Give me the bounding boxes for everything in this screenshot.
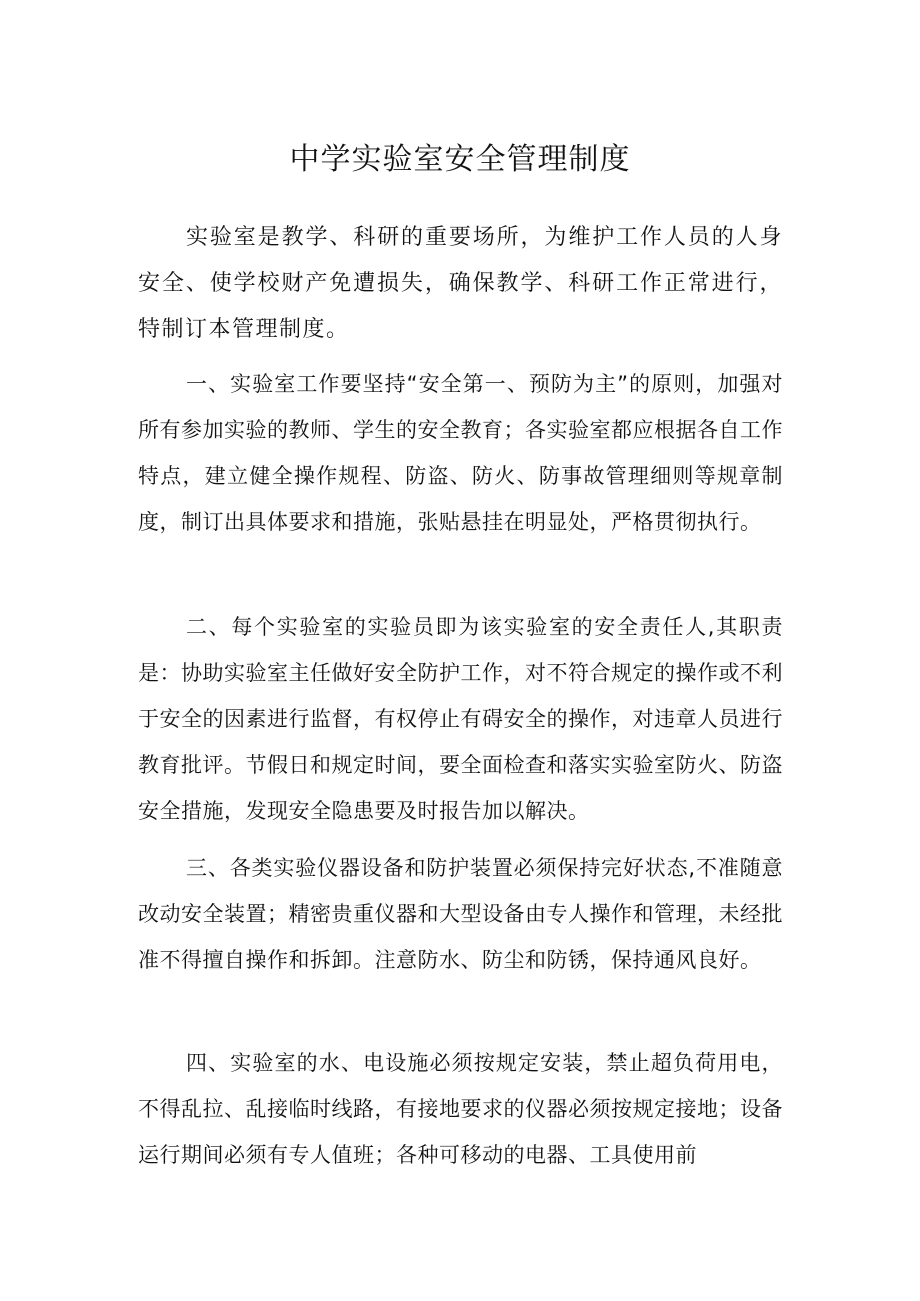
intro-paragraph: 实验室是教学、科研的重要场所，为维护工作人员的人身安全、使学校财产免遭损失，确保教学、科研工作正常进行，特制订本管理制度。 xyxy=(138,225,783,342)
document-title: 中学实验室安全管理制度 xyxy=(289,142,631,177)
clause-paragraph-1: 一、实验室工作要坚持“安全第一、预防为主”的原则，加强对所有参加实验的教师、学生的安全教育；各实验室都应根据各自工作特点，建立健全操作规程、防盗、防火、防事故管理细则等规章制度，制订出具体要求和措施，张贴悬挂在明显处，严格贯彻执行。 xyxy=(138,372,783,534)
clause-paragraph-4: 四、实验室的水、电设施必须按规定安装，禁止超负荷用电，不得乱拉、乱接临时线路，有接地要求的仪器必须按规定接地；设备运行期间必须有专人值班；各种可移动的电器、工具使用前 xyxy=(138,1051,783,1167)
clause-paragraph-2: 二、每个实验室的实验员即为该实验室的安全责任人,其职责是：协助实验室主任做好安全防护工作，对不符合规定的操作或不利于安全的因素进行监督，有权停止有碍安全的操作，对违章人员进行教育批评。节假日和规定时间，要全面检查和落实实验室防火、防盗安全措施，发现安全隐患要及时报告加以解决。 xyxy=(138,615,783,823)
clause-paragraph-3: 三、各类实验仪器设备和防护装置必须保持完好状态,不准随意改动安全装置；精密贵重仪器和大型设备由专人操作和管理，未经批准不得擅自操作和拆卸。注意防水、防尘和防锈，保持通风良好。 xyxy=(138,856,783,972)
